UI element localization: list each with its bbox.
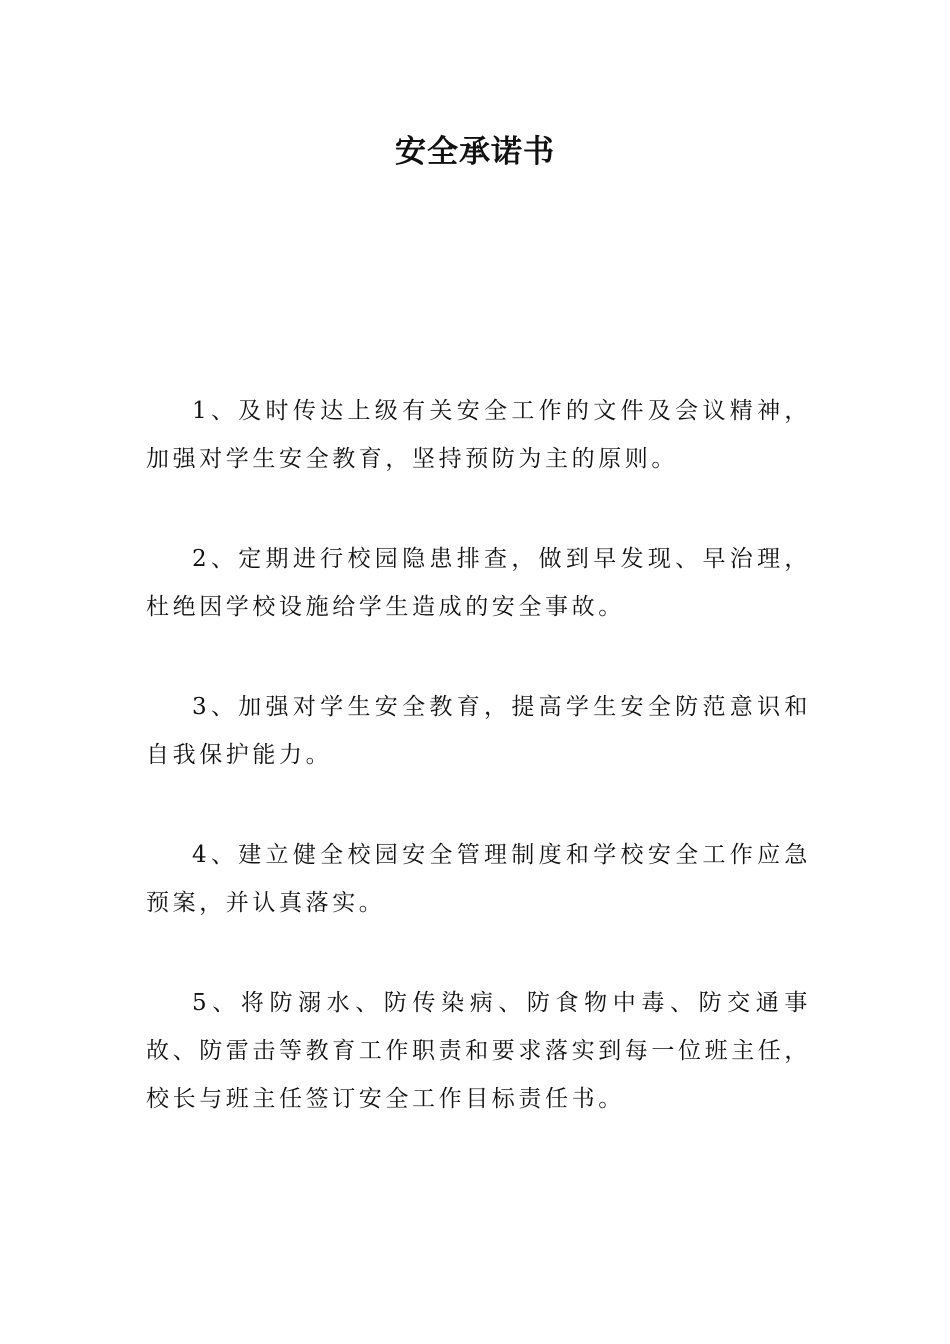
- document-title: 安全承诺书: [395, 134, 555, 170]
- paragraph-4: 4、建立健全校园安全管理制度和学校安全工作应急预案，并认真落实。: [146, 842, 811, 916]
- document-body: [146, 387, 811, 1175]
- paragraph-1: 1、及时传达上级有关安全工作的文件及会议精神，加强对学生安全教育，坚持预防为主的原则。: [146, 398, 811, 472]
- paragraph-5: 5、将防溺水、防传染病、防食物中毒、防交通事故、防雷击等教育工作职责和要求落实到每一位班主任，校长与班主任签订安全工作目标责任书。: [146, 990, 811, 1112]
- paragraph-3: 3、加强对学生安全教育，提高学生安全防范意识和自我保护能力。: [146, 694, 811, 768]
- paragraph-2: 2、定期进行校园隐患排查，做到早发现、早治理，杜绝因学校设施给学生造成的安全事故。: [146, 546, 811, 620]
